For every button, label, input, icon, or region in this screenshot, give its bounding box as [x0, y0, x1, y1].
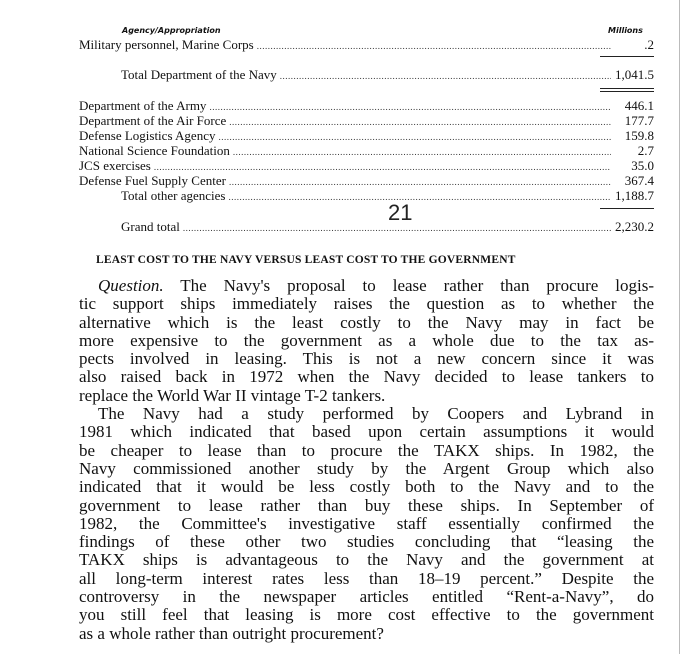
subtotal-rule [600, 56, 654, 57]
text-line-content: The Navy's proposal to lease rather than procure logis- [163, 276, 654, 295]
column-header-agency: Agency/Appropriation [122, 26, 221, 35]
row-label: Total other agencies [121, 188, 226, 203]
table-row-subtotal [79, 67, 654, 82]
page-edge-line [679, 0, 680, 654]
section-heading: LEAST COST TO THE NAVY VERSUS LEAST COST TO THE GOVERNMENT [96, 254, 516, 266]
row-value: 159.8 [624, 128, 654, 143]
text-line: more expensive to the government as a whole due to the tax as- [79, 330, 654, 350]
text-line: The Navy had a study performed by Coopers and Lybrand in [98, 404, 654, 424]
text-line: findings of these other two studies concluding that “leasing the [79, 532, 654, 552]
row-label: Total Department of the Navy [121, 67, 277, 82]
row-value: 35.0 [631, 158, 654, 173]
row-label: Department of the Army [79, 98, 207, 113]
text-line: TAKX ships is advantageous to the Navy and the government at [79, 550, 654, 570]
table-row [79, 143, 654, 158]
row-label: Military personnel, Marine Corps [79, 37, 254, 52]
text-line: pects involved in leasing. This is not a new concern since it was [79, 349, 654, 369]
table-row [79, 37, 654, 52]
text-line: all long-term interest rates less than 18–19 percent.” Despite the [79, 568, 654, 588]
leader-dots [257, 39, 611, 54]
text-line: government to lease rather than buy these ships. In September of [79, 495, 654, 515]
row-label: Grand total [121, 219, 180, 234]
text-line: alternative which is the least costly to the Navy may in fact be [79, 312, 654, 332]
text-line: also raised back in 1972 when the Navy decided to lease tankers to [79, 367, 654, 387]
text-line: tic support ships immediately raises the question as to whether the [79, 294, 654, 314]
row-value: 1,041.5 [615, 67, 654, 82]
table-row [79, 173, 654, 188]
double-rule-top [600, 88, 654, 89]
text-line: replace the World War II vintage T-2 tankers. [79, 385, 386, 405]
table-row-grand-total [79, 219, 654, 234]
row-value: 2,230.2 [615, 219, 654, 234]
grand-total-rule [600, 208, 654, 209]
text-line: you still feel that leasing is more cost effective to the government [79, 605, 654, 625]
text-line: indicated that it would be less costly both to the Navy and to the [79, 477, 654, 497]
leader-dots [280, 69, 611, 84]
text-line: Navy commissioned another study by the Argent Group which also [79, 458, 654, 478]
row-value: 446.1 [624, 98, 654, 113]
row-value: 367.4 [624, 173, 654, 188]
text-line: be cheaper to lease than to procure the TAKX ships. In 1982, the [79, 440, 654, 460]
row-label: Defense Logistics Agency [79, 128, 216, 143]
table-row [79, 158, 654, 173]
table-row-subtotal [79, 188, 654, 203]
table-row [79, 98, 654, 113]
text-line [79, 277, 654, 295]
text-line: 1981 which indicated that based upon certain assumptions it would [79, 422, 654, 442]
row-label: JCS exercises [79, 158, 151, 173]
text-line: 1982, the Committee's investigative staff essentially confirmed the [79, 513, 654, 533]
row-value: 2.7 [637, 143, 654, 158]
row-label: Department of the Air Force [79, 113, 227, 128]
double-rule-bottom [600, 91, 654, 92]
column-header-millions: Millions [608, 26, 643, 35]
row-value: .2 [644, 37, 654, 52]
text-line: controversy in the newspaper articles entitled “Rent-a-Navy”, do [79, 587, 654, 607]
table-row [79, 113, 654, 128]
row-label: Defense Fuel Supply Center [79, 173, 226, 188]
table-row [79, 128, 654, 143]
row-value: 177.7 [624, 113, 654, 128]
question-label: Question. [98, 276, 164, 295]
text-line: as a whole rather than outright procurement? [79, 623, 384, 643]
leader-dots [229, 190, 612, 205]
body-paragraphs [79, 277, 654, 643]
row-label: National Science Foundation [79, 143, 230, 158]
row-value: 1,188.7 [615, 188, 654, 203]
page-number: 21 [388, 200, 413, 225]
